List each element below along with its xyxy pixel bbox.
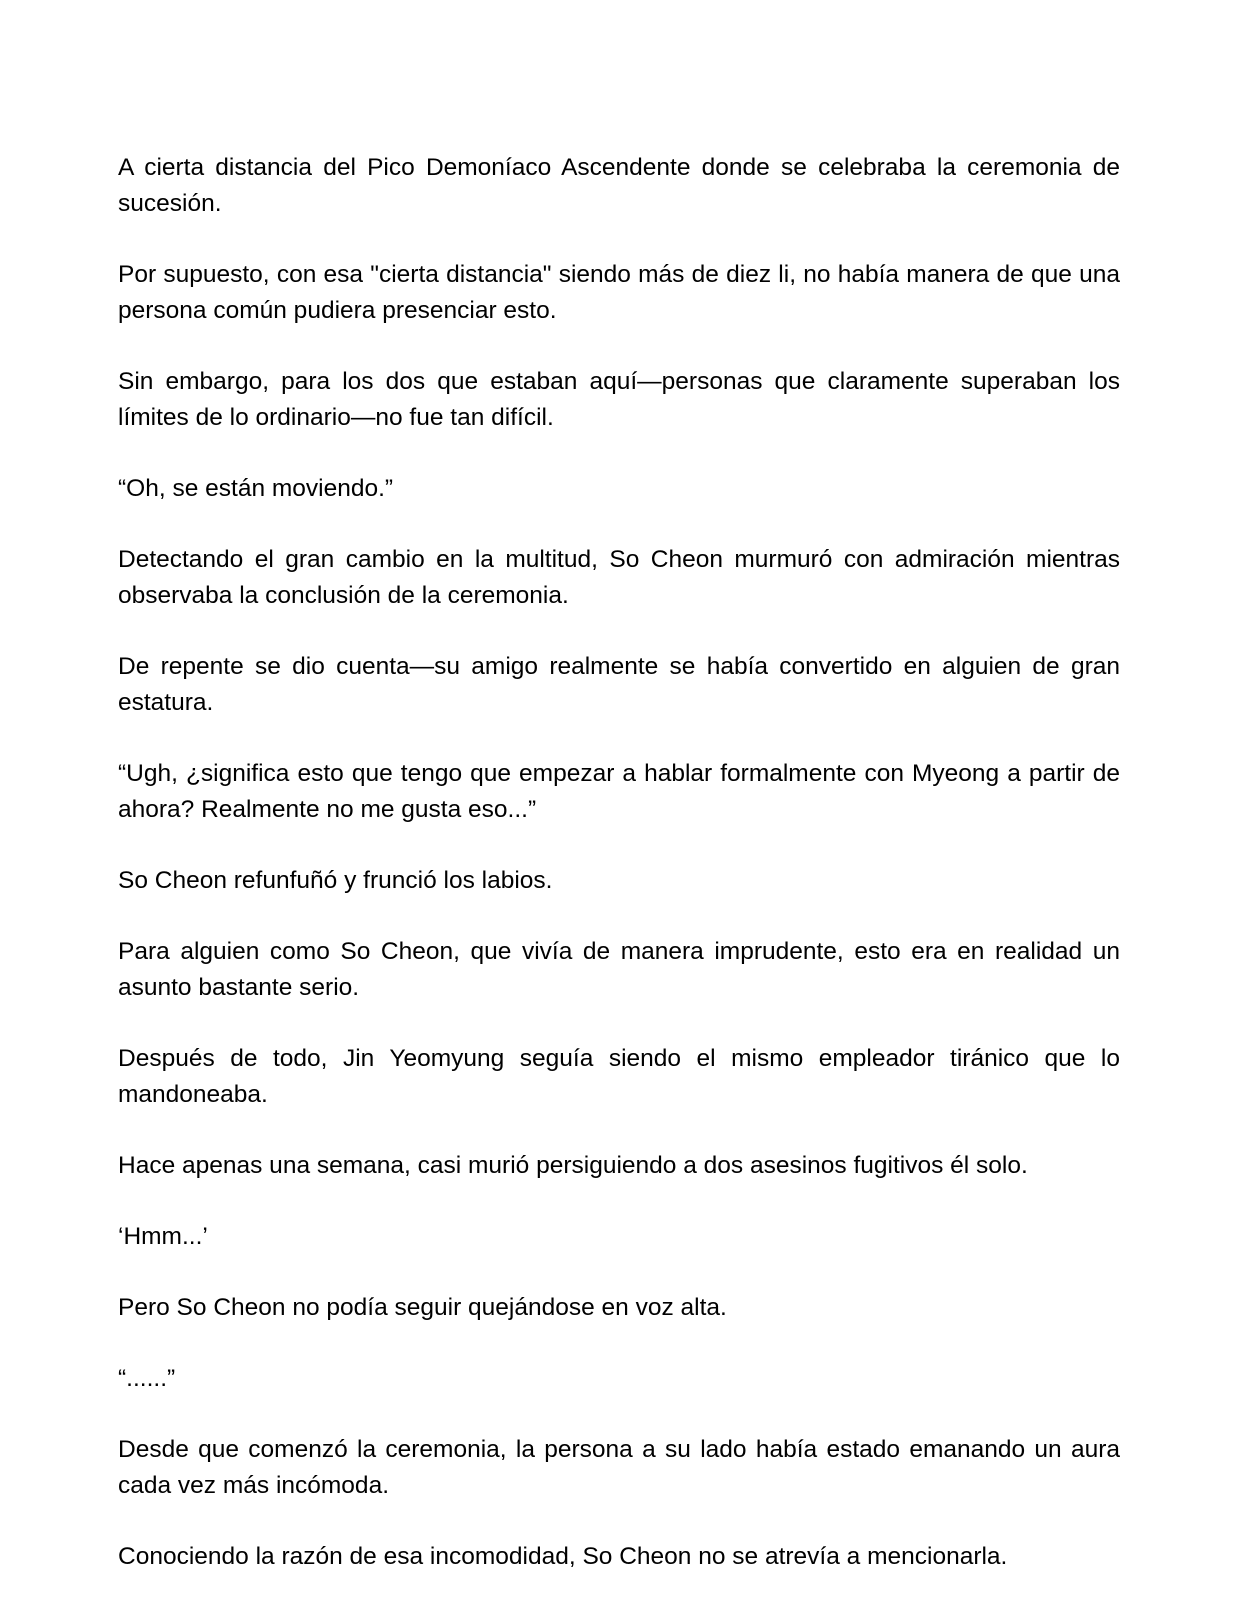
- paragraph: Detectando el gran cambio en la multitud, So Cheon murmuró con admiración mientras observaba la conclusión de la ceremonia.: [118, 546, 1120, 609]
- paragraph: “Oh, se están moviendo.”: [118, 475, 394, 502]
- paragraph: Conociendo la razón de esa incomodidad, So Cheon no se atrevía a mencionarla.: [118, 1543, 1008, 1570]
- paragraph: ‘Hmm...’: [118, 1223, 208, 1250]
- paragraph: Hace apenas una semana, casi murió persiguiendo a dos asesinos fugitivos él solo.: [118, 1152, 1028, 1179]
- paragraph: “......”: [118, 1365, 176, 1392]
- paragraph: De repente se dio cuenta—su amigo realmente se había convertido en alguien de gran estatura.: [118, 653, 1120, 716]
- paragraph: Desde que comenzó la ceremonia, la persona a su lado había estado emanando un aura cada vez más incómoda.: [118, 1436, 1120, 1499]
- paragraph: So Cheon refunfuñó y frunció los labios.: [118, 867, 553, 894]
- paragraph: Pero So Cheon no podía seguir quejándose en voz alta.: [118, 1294, 727, 1321]
- paragraph: “Ugh, ¿significa esto que tengo que empezar a hablar formalmente con Myeong a partir de ahora? Realmente no me gusta eso...”: [118, 760, 1120, 823]
- paragraph: Después de todo, Jin Yeomyung seguía siendo el mismo empleador tiránico que lo mandoneaba.: [118, 1045, 1120, 1108]
- paragraph: Sin embargo, para los dos que estaban aquí—personas que claramente superaban los límites de lo ordinario—no fue tan difícil.: [118, 368, 1120, 431]
- document-body: [118, 150, 1120, 1610]
- paragraph: Para alguien como So Cheon, que vivía de manera imprudente, esto era en realidad un asunto bastante serio.: [118, 938, 1120, 1001]
- paragraph: Por supuesto, con esa "cierta distancia" siendo más de diez li, no había manera de que una persona común pudiera presenciar esto.: [118, 261, 1120, 324]
- paragraph: A cierta distancia del Pico Demoníaco Ascendente donde se celebraba la ceremonia de sucesión.: [118, 154, 1120, 217]
